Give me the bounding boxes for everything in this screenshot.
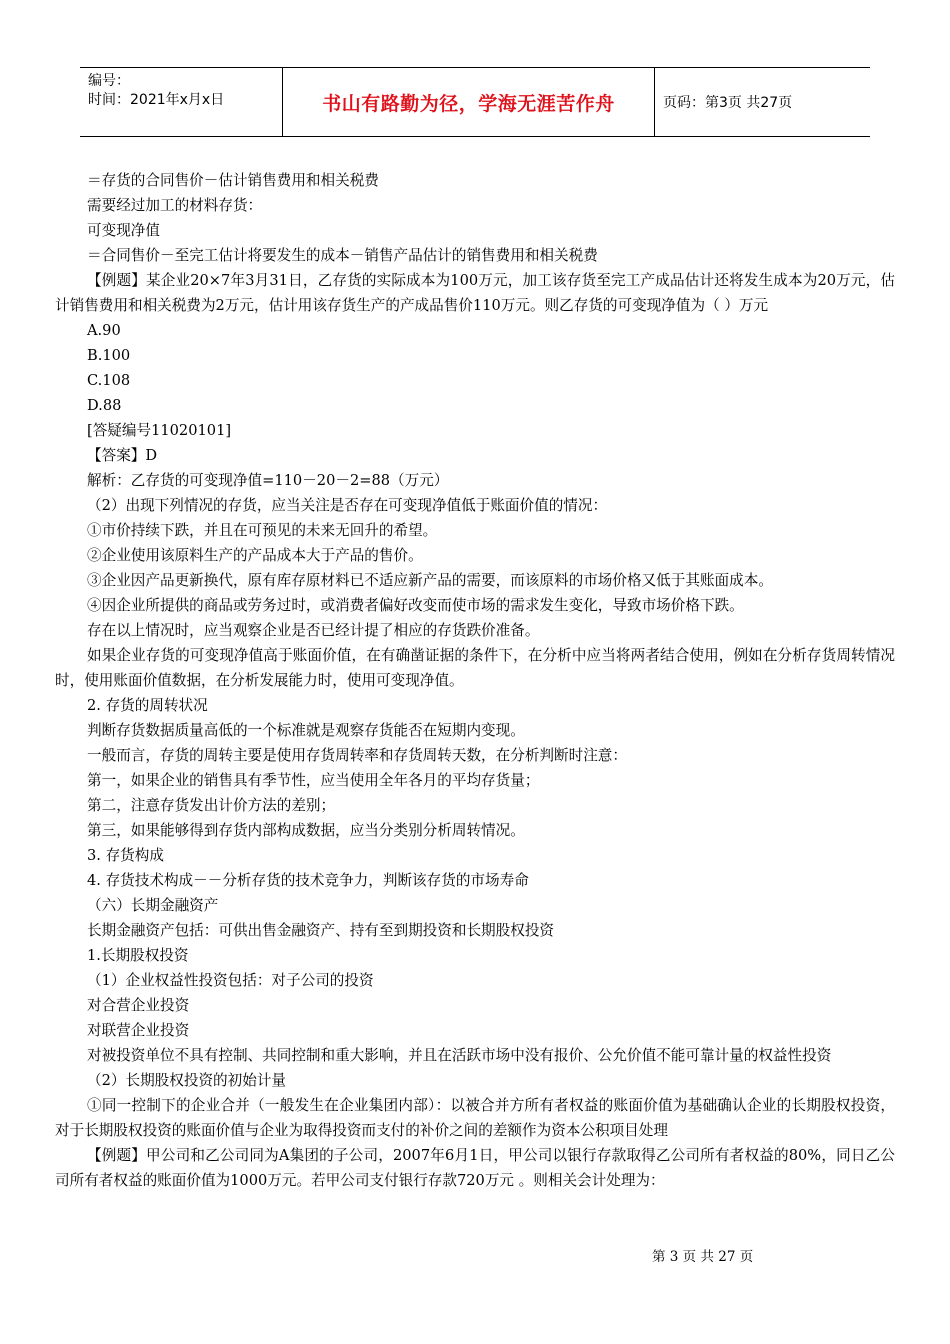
section-heading: 1.长期股权投资: [87, 947, 189, 964]
body-line: 对合营企业投资: [87, 997, 190, 1014]
header-left-cell: [80, 68, 282, 136]
section-heading: （2）长期股权投资的初始计量: [87, 1072, 287, 1089]
body-line: ＝存货的合同售价－估计销售费用和相关税费: [87, 172, 379, 189]
example-question: 【例题】甲公司和乙公司同为A集团的子公司，2007年6月1日，甲公司以银行存款取得乙公司所有者权益的80%，同日乙公司所有者权益的账面价值为1000万元。若甲公司支付银行存款720万元 。则相关会计处理为：: [55, 1147, 895, 1189]
option-a: A.90: [87, 322, 121, 339]
document-date-label: 时间：2021年x月x日: [88, 92, 225, 108]
list-item: 第三，如果能够得到存货内部构成数据，应当分类别分析周转情况。: [87, 822, 525, 839]
body-line: 判断存货数据质量高低的一个标准就是观察存货能否在短期内变现。: [87, 722, 525, 739]
list-item: 第二，注意存货发出计价方法的差别；: [87, 797, 336, 814]
section-heading: 4. 存货技术构成－－分析存货的技术竞争力，判断该存货的市场寿命: [87, 872, 529, 889]
section-heading: 2. 存货的周转状况: [87, 697, 208, 714]
document-number-label: 编号：: [88, 73, 130, 89]
qa-reference: [答疑编号11020101]: [87, 422, 232, 439]
list-item: 第一，如果企业的销售具有季节性，应当使用全年各月的平均存货量；: [87, 772, 540, 789]
list-item: ④因企业所提供的商品或劳务过时，或消费者偏好改变而使市场的需求发生变化，导致市场价格下跌。: [87, 597, 744, 614]
document-body: [55, 168, 895, 1193]
list-item: ③企业因产品更新换代，原有库存原材料已不适应新产品的需要，而该原料的市场价格又低于其账面成本。: [87, 572, 773, 589]
page-number-info: 页码：第3页 共27页: [663, 95, 793, 111]
body-paragraph: 对被投资单位不具有控制、共同控制和重大影响，并且在活跃市场中没有报价、公允价值不能可靠计量的权益性投资: [87, 1047, 832, 1064]
section-heading: （六）长期金融资产: [87, 897, 219, 914]
motto-text: 书山有路勤为径，学海无涯苦作舟: [322, 92, 615, 115]
analysis-line: 解析：乙存货的可变现净值=110－20－2=88（万元）: [87, 472, 449, 489]
option-d: D.88: [87, 397, 122, 414]
body-line: 对联营企业投资: [87, 1022, 190, 1039]
header-center-cell: [282, 68, 655, 136]
page-header: [80, 67, 870, 137]
header-right-cell: [655, 68, 870, 136]
list-item: ①市价持续下跌，并且在可预见的未来无回升的希望。: [87, 522, 438, 539]
body-line: （1）企业权益性投资包括：对子公司的投资: [87, 972, 374, 989]
option-c: C.108: [87, 372, 131, 389]
body-line: 一般而言，存货的周转主要是使用存货周转率和存货周转天数，在分析判断时注意：: [87, 747, 627, 764]
body-line: ＝合同售价－至完工估计将要发生的成本－销售产品估计的销售费用和相关税费: [87, 247, 598, 264]
answer-line: 【答案】D: [87, 447, 158, 464]
example-question: 【例题】某企业20×7年3月31日，乙存货的实际成本为100万元，加工该存货至完工产成品估计还将发生成本为20万元，估计销售费用和相关税费为2万元，估计用该存货生产的产成品售价110万元。则乙存货的可变现净值为（ ）万元: [55, 272, 895, 314]
body-line: （2）出现下列情况的存货，应当关注是否存在可变现净值低于账面价值的情况：: [87, 497, 608, 514]
option-b: B.100: [87, 347, 131, 364]
body-line: 长期金融资产包括：可供出售金融资产、持有至到期投资和长期股权投资: [87, 922, 555, 939]
list-item: ②企业使用该原料生产的产品成本大于产品的售价。: [87, 547, 423, 564]
section-heading: 3. 存货构成: [87, 847, 164, 864]
body-paragraph: 如果企业存货的可变现净值高于账面价值，在有确凿证据的条件下，在分析中应当将两者结合使用，例如在分析存货周转情况时，使用账面价值数据，在分析发展能力时，使用可变现净值。: [55, 647, 895, 689]
body-line: 存在以上情况时，应当观察企业是否已经计提了相应的存货跌价准备。: [87, 622, 540, 639]
page-footer: 第 3 页 共 27 页: [652, 1249, 754, 1265]
body-line: 需要经过加工的材料存货：: [87, 197, 263, 214]
body-line: 可变现净值: [87, 222, 160, 239]
body-paragraph: ①同一控制下的企业合并（一般发生在企业集团内部）：以被合并方所有者权益的账面价值为基础确认企业的长期股权投资，对于长期股权投资的账面价值与企业为取得投资而支付的补价之间的差额作为资本公积项目处理: [55, 1097, 895, 1139]
